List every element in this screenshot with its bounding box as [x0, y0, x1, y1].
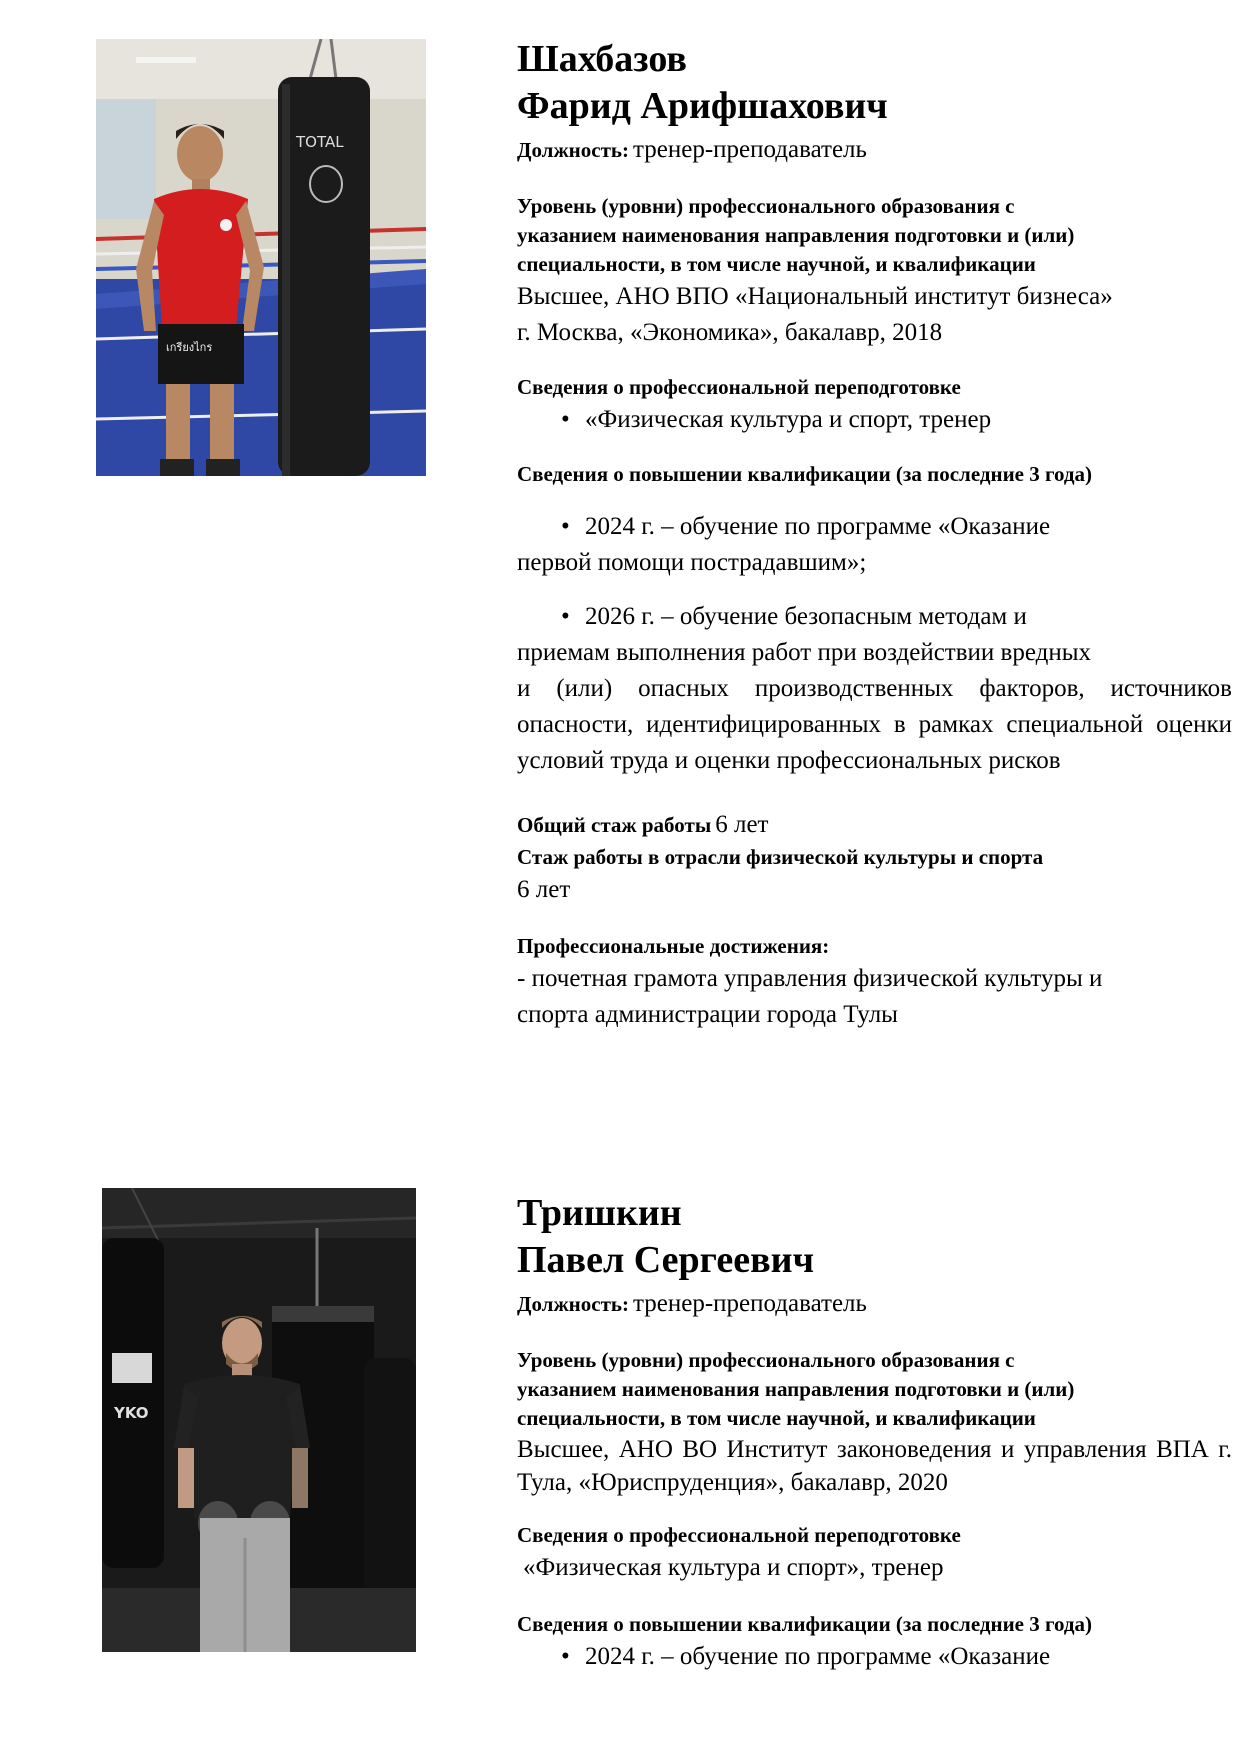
education-label-3: специальности, в том числе научной, и квалификации — [517, 1406, 1036, 1430]
education-value: Высшее, АНО ВПО «Национальный институт бизнеса» — [517, 283, 1113, 310]
education-label-2: указанием наименования направления подготовки и (или) — [517, 223, 1075, 247]
position-value: тренер-преподаватель — [633, 1290, 867, 1317]
education-value: Высшее, АНО ВО Институт законоведения и управления ВПА г. Тула, «Юриспруденция», бакалавр, 2020 — [517, 1436, 1232, 1496]
retraining-item: • «Физическая культура и спорт, тренер — [517, 402, 1232, 438]
retraining-item: «Физическая культура и спорт», тренер — [523, 1554, 944, 1581]
education-label: Уровень (уровни) профессионального образования с — [517, 1348, 1015, 1372]
qualification-label: Сведения о повышении квалификации (за последние 3 года) — [517, 1612, 1093, 1636]
sport-experience-label: Стаж работы в отрасли физической культуры и спорта — [517, 845, 1044, 869]
experience-value: 6 лет — [715, 811, 769, 838]
svg-text:เกรียงไกร: เกรียงไกร — [166, 341, 213, 354]
svg-text:TOTAL: TOTAL — [296, 133, 344, 151]
photo-shakhbazov — [96, 39, 426, 476]
education-label: Уровень (уровни) профессионального образования с — [517, 194, 1015, 218]
qualification-item-2: • 2026 г. – обучение безопасным методам и — [517, 599, 1232, 635]
education-value-2: г. Москва, «Экономика», бакалавр, 2018 — [517, 319, 943, 346]
achievement-item: - почетная грамота управления физической культуры и — [517, 965, 1103, 992]
svg-text:YKO: YKO — [114, 1404, 149, 1422]
qualification-item-2-text: и (или) опасных производственных факторов, источников опасности, идентифицированных в рамках специальной оценки условий труда и оценки профессиональных рисков — [517, 675, 1232, 774]
retraining-label: Сведения о профессиональной переподготовке — [517, 1523, 961, 1547]
bullet-icon: • — [561, 1643, 570, 1670]
photo-trishkin — [102, 1188, 416, 1652]
qualification-item-1: • 2024 г. – обучение по программе «Оказание — [517, 1639, 1232, 1675]
education-label-2: указанием наименования направления подготовки и (или) — [517, 1377, 1075, 1401]
profile-trishkin — [517, 1190, 1232, 1675]
profile-shakhbazov — [517, 36, 1232, 1033]
position-label: Должность: — [517, 138, 630, 162]
experience-label: Общий стаж работы — [517, 813, 712, 837]
person-given-name: Фарид Арифшахович — [517, 85, 888, 127]
qualification-item-1: • 2024 г. – обучение по программе «Оказание — [517, 509, 1232, 545]
person-surname: Тришкин — [517, 1192, 682, 1234]
experience-line — [517, 807, 1232, 843]
bullet-icon: • — [561, 513, 570, 540]
qualification-label: Сведения о повышении квалификации (за последние 3 года) — [517, 462, 1093, 486]
position-line — [517, 1286, 1232, 1322]
position-label: Должность: — [517, 1292, 630, 1316]
sport-experience-value: 6 лет — [517, 876, 571, 903]
bullet-icon: • — [561, 603, 570, 630]
qualification-item-2-cont: приемам выполнения работ при воздействии вредных — [517, 639, 1091, 666]
education-label-3: специальности, в том числе научной, и квалификации — [517, 252, 1036, 276]
position-value: тренер-преподаватель — [633, 136, 867, 163]
person-given-name: Павел Сергеевич — [517, 1239, 815, 1281]
retraining-label: Сведения о профессиональной переподготовке — [517, 375, 961, 399]
achievement-item-cont: спорта администрации города Тулы — [517, 1001, 898, 1028]
achievements-label: Профессиональные достижения: — [517, 934, 830, 958]
position-line — [517, 132, 1232, 168]
person-surname: Шахбазов — [517, 38, 687, 80]
bullet-icon: • — [561, 406, 570, 433]
qualification-item-1-cont: первой помощи пострадавшим»; — [517, 549, 867, 576]
